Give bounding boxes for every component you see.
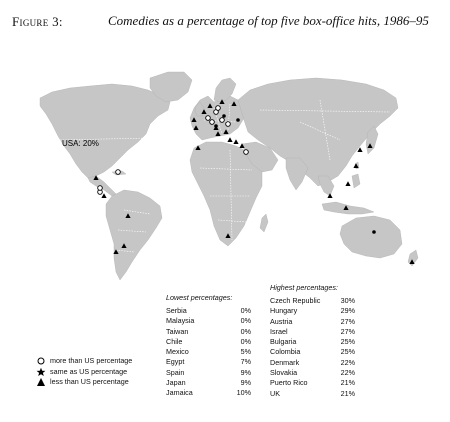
figure-label: Figure 3:	[12, 14, 63, 29]
percentage-value: 0%	[240, 306, 251, 315]
country-name: Puerto Rico	[270, 378, 308, 388]
percentage-value: 27%	[340, 316, 355, 326]
percentage-value: 7%	[240, 357, 251, 367]
same-as-us-marker	[222, 114, 226, 118]
country-name: Austria	[270, 316, 293, 326]
country-name: Colombia	[270, 347, 301, 357]
percentage-value: 0%	[240, 316, 251, 326]
percentage-value: 5%	[240, 347, 251, 357]
legend-item-less	[36, 377, 132, 388]
table-row	[166, 306, 251, 316]
landmasses	[40, 72, 418, 280]
legend-item-more	[36, 356, 132, 367]
table-row	[166, 337, 251, 347]
country-name: Spain	[166, 367, 185, 377]
table-row	[270, 378, 355, 388]
percentage-value: 0%	[240, 326, 251, 336]
more-than-us-marker	[216, 106, 221, 111]
usa-label: USA: 20%	[62, 139, 99, 148]
legend-label-same: same as US percentage	[50, 366, 128, 376]
table-row	[270, 317, 355, 327]
percentage-value: 21%	[340, 388, 355, 398]
percentage-value: 9%	[240, 378, 251, 388]
highest-percentages-table	[270, 283, 355, 399]
less-than-us-marker	[101, 193, 106, 198]
less-than-us-marker	[233, 139, 238, 144]
same-as-us-marker	[236, 118, 240, 122]
star-icon	[36, 367, 46, 377]
country-name: Malaysia	[166, 316, 195, 326]
table-row	[270, 347, 355, 357]
country-name: UK	[270, 388, 280, 398]
table-row	[166, 368, 251, 378]
country-name: Chile	[166, 336, 183, 346]
percentage-value: 25%	[340, 347, 355, 357]
lowest-title: Lowest percentages:	[166, 293, 233, 302]
more-than-us-marker	[220, 118, 225, 123]
table-row	[166, 316, 251, 326]
more-than-us-marker	[98, 186, 103, 191]
legend-item-same	[36, 367, 132, 378]
madagascar	[260, 214, 268, 232]
table-row	[166, 388, 251, 398]
country-name: Israel	[270, 326, 288, 336]
legend-label-more: more than US percentage	[50, 356, 133, 365]
same-as-us-marker	[372, 230, 376, 234]
percentage-value: 27%	[340, 326, 355, 336]
percentage-value: 25%	[340, 337, 355, 347]
highest-title: Highest percentages:	[270, 283, 338, 292]
table-row	[166, 357, 251, 367]
table-row	[166, 347, 251, 357]
lowest-percentages-table	[166, 293, 251, 399]
country-name: Jamaica	[166, 388, 193, 398]
same-as-us-marker	[214, 124, 218, 128]
percentage-value: 22%	[340, 368, 355, 378]
percentage-value: 10%	[236, 388, 251, 398]
more-than-us-marker	[210, 120, 215, 125]
country-name: Hungary	[270, 306, 298, 316]
less-than-us-marker	[227, 137, 232, 142]
table-row	[166, 327, 251, 337]
table-row	[270, 368, 355, 378]
triangle-icon	[36, 377, 46, 387]
country-name: Taiwan	[166, 326, 189, 336]
country-name: Bulgaria	[270, 337, 297, 347]
country-name: Czech Republic	[270, 296, 321, 305]
table-row	[166, 378, 251, 388]
percentage-value: 0%	[240, 336, 251, 346]
legend-label-less: less than US percentage	[50, 377, 129, 386]
philippines	[352, 174, 360, 188]
table-row	[270, 337, 355, 347]
circle-icon	[36, 356, 46, 366]
table-row	[270, 358, 355, 368]
table-row	[270, 306, 355, 316]
percentage-value: 22%	[340, 357, 355, 367]
more-than-us-marker	[226, 122, 231, 127]
figure-title: Comedies as a percentage of top five box-office hits, 1986–95	[108, 13, 429, 28]
percentage-value: 30%	[340, 296, 355, 305]
north-america	[40, 84, 170, 178]
table-row	[270, 296, 355, 306]
table-row	[270, 389, 355, 399]
country-name: Denmark	[270, 357, 300, 367]
indonesia	[322, 202, 374, 214]
legend	[36, 356, 132, 388]
country-name: Serbia	[166, 306, 187, 315]
country-name: Mexico	[166, 347, 189, 357]
percentage-value: 29%	[340, 306, 355, 316]
more-than-us-marker	[244, 150, 249, 155]
australia	[340, 216, 402, 258]
more-than-us-marker	[206, 116, 211, 121]
country-name: Slovakia	[270, 368, 298, 378]
percentage-value: 9%	[240, 367, 251, 377]
country-name: Japan	[166, 378, 186, 388]
country-name: Egypt	[166, 357, 185, 367]
less-than-us-marker	[345, 181, 350, 186]
table-row	[270, 327, 355, 337]
more-than-us-marker	[116, 170, 121, 175]
south-america	[106, 190, 162, 280]
percentage-value: 21%	[340, 378, 355, 388]
